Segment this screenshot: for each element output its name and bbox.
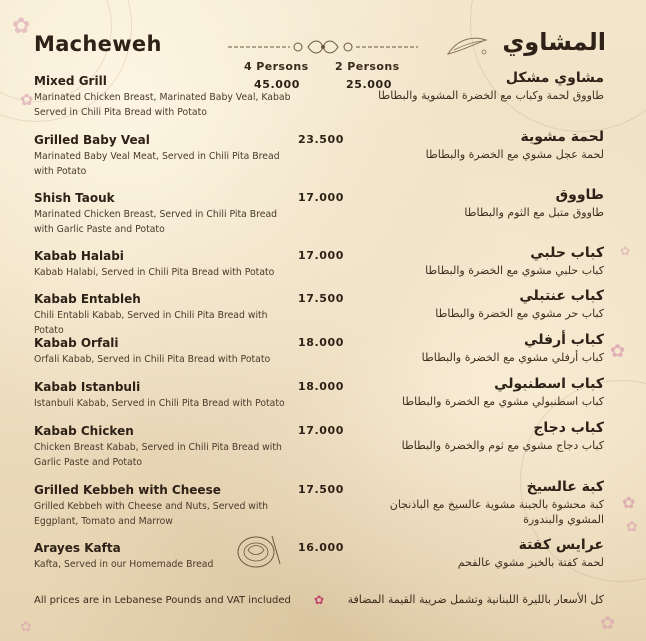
flower-icon: ✿ [12, 14, 31, 39]
item-description-arabic: طاووق متبل مع الثوم والبطاطا [464, 206, 604, 219]
item-description: Chili Entabli Kabab, Served in Chili Pita Bread with Potato [34, 310, 268, 336]
background-swirl [470, 0, 646, 132]
item-name-arabic: كبة عالسيخ [526, 479, 604, 495]
item-name: Shish Taouk [34, 191, 115, 205]
item-description-arabic: كبة محشوة بالجبنة مشوية عالسيخ مع الباذنجان المشوي والبندورة [389, 498, 604, 526]
item-name: Kabab Orfali [34, 336, 119, 350]
item-name-arabic: كباب حلبي [530, 245, 604, 261]
flower-icon: ✿ [600, 613, 616, 634]
item-price-two-persons: 25.000 [346, 78, 393, 91]
item-description: Marinated Baby Veal Meat, Served in Chili Pita Bread with Potato [34, 151, 280, 177]
item-price: 17.000 [298, 424, 345, 437]
four-persons-header: 4 Persons [244, 60, 309, 73]
item-price-four-persons: 45.000 [254, 78, 301, 91]
item-description-arabic: كباب دجاج مشوي مع ثوم والخضرة والبطاطا [401, 439, 604, 452]
item-price: 18.000 [298, 336, 345, 349]
flower-icon: ✿ [314, 593, 325, 607]
menu-title-arabic: المشاوي [502, 28, 606, 56]
item-description: Kabab Halabi, Served in Chili Pita Bread with Potato [34, 267, 275, 278]
item-price: 17.500 [298, 292, 345, 305]
flower-icon: ✿ [20, 619, 32, 635]
item-description: Grilled Kebbeh with Cheese and Nuts, Served with Eggplant, Tomato and Marrow [34, 501, 269, 527]
item-name-arabic: كباب عنتبلي [519, 288, 604, 304]
item-price: 16.000 [298, 541, 345, 554]
item-name-arabic: عرايس كفتة [518, 537, 604, 553]
item-name-arabic: لحمة مشوية [520, 129, 604, 145]
item-description-arabic: كباب حلبي مشوي مع الخضرة والبطاطا [425, 264, 604, 277]
item-name: Arayes Kafta [34, 541, 121, 555]
ornament-divider-icon [228, 38, 418, 56]
item-name: Grilled Baby Veal [34, 133, 150, 147]
item-description: Istanbuli Kabab, Served in Chili Pita Bread with Potato [34, 398, 285, 409]
item-description: Kafta, Served in our Homemade Bread [34, 559, 214, 570]
item-name-arabic: كباب أرفلي [524, 332, 604, 348]
leaf-ornament-icon [444, 32, 490, 60]
flower-icon: ✿ [620, 244, 631, 258]
footer-note-arabic: كل الأسعار بالليرة اللبنانية وتشمل ضريبة القيمة المضافة [347, 593, 604, 606]
item-price: 17.000 [298, 191, 345, 204]
item-description: Marinated Chicken Breast, Marinated Baby Veal, Kabab Served in Chili Pita Bread with Potato [34, 92, 291, 118]
item-name: Grilled Kebbeh with Cheese [34, 483, 221, 497]
item-price: 23.500 [298, 133, 345, 146]
item-description-arabic: كباب حر مشوي مع الخضرة والبطاطا [435, 307, 604, 320]
menu-title: Macheweh [34, 32, 162, 56]
item-price: 18.000 [298, 380, 345, 393]
item-description: Marinated Chicken Breast, Served in Chili Pita Bread with Garlic Paste and Potato [34, 209, 278, 235]
footer-note: All prices are in Lebanese Pounds and VAT included [34, 595, 291, 606]
plate-illustration-icon [234, 532, 284, 570]
item-description-arabic: كباب أرفلي مشوي مع الخضرة والبطاطا [421, 351, 604, 364]
item-description-arabic: كباب اسطنبولي مشوي مع الخضرة والبطاطا [401, 395, 604, 408]
two-persons-header: 2 Persons [335, 60, 400, 73]
item-name-arabic: مشاوي مشكل [505, 70, 604, 86]
item-name-arabic: كباب اسطنبولي [494, 376, 604, 392]
item-description: Chicken Breast Kabab, Served in Chili Pita Bread with Garlic Paste and Potato [34, 442, 282, 468]
flower-icon: ✿ [20, 90, 34, 109]
flower-icon: ✿ [626, 519, 638, 535]
item-name: Kabab Istanbuli [34, 380, 141, 394]
item-name-arabic: كباب دجاج [533, 420, 604, 436]
item-description: Orfali Kabab, Served in Chili Pita Bread with Potato [34, 354, 271, 365]
flower-icon: ✿ [622, 493, 636, 512]
item-name: Mixed Grill [34, 74, 107, 88]
item-name: Kabab Chicken [34, 424, 134, 438]
item-price: 17.500 [298, 483, 345, 496]
item-name-arabic: طاووق [555, 187, 604, 203]
item-description-arabic: لحمة كفتة بالخبز مشوي عالفحم [457, 556, 604, 569]
item-name: Kabab Entableh [34, 292, 141, 306]
item-description-arabic: طاووق لحمة وكباب مع الخضرة المشوية والبطاطا [378, 89, 604, 102]
item-name: Kabab Halabi [34, 249, 124, 263]
item-description-arabic: لحمة عجل مشوي مع الخضرة والبطاطا [425, 148, 604, 161]
flower-icon: ✿ [610, 341, 626, 362]
item-price: 17.000 [298, 249, 345, 262]
